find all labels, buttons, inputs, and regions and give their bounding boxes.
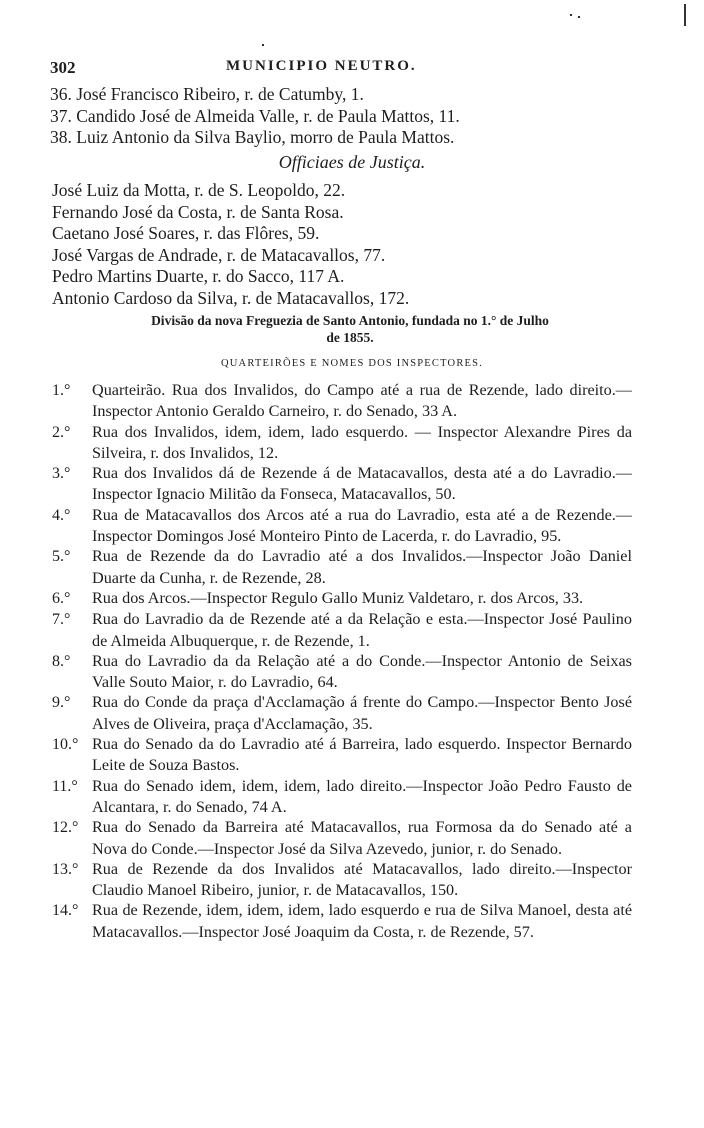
list-item (52, 776, 632, 818)
list-item (52, 817, 632, 859)
entry-text: Rua de Rezende, idem, idem, idem, lado esquerdo e rua de Silva Manoel, desta até Matacavallos.—Inspector José Joaquim da Costa, r. de Rezende, 57. (92, 901, 632, 941)
entry-number: 6.° (52, 589, 71, 607)
quarteiroes-list (52, 380, 632, 942)
entry-number: 8.° (52, 652, 71, 670)
entry-number: 10.° (52, 736, 79, 754)
list-item: 36. José Francisco Ribeiro, r. de Catumby, 1. (50, 84, 364, 104)
division-heading-line: de 1855. (326, 330, 374, 345)
entry-number: 5.° (52, 548, 71, 566)
list-item: Fernando José da Costa, r. de Santa Rosa. (52, 201, 344, 222)
list-item (52, 463, 632, 505)
list-item (52, 734, 632, 776)
entry-number: 4.° (52, 506, 71, 524)
entry-number: 3.° (52, 465, 71, 483)
entry-text: Rua do Senado da Barreira até Matacavallos, rua Formosa da do Senado até a Nova do Conde.—Inspector José da Silva Azevedo, junior, r. do Senado. (92, 818, 632, 858)
print-mark (684, 4, 686, 26)
list-item (52, 422, 632, 464)
entry-number: 9.° (52, 694, 71, 712)
division-heading (60, 312, 640, 346)
officials-list (52, 180, 409, 310)
entry-text: Rua de Rezende da do Lavradio até a dos Invalidos.—Inspector João Daniel Duarte da Cunha, r. de Rezende, 28. (92, 547, 632, 587)
page-number: 302 (50, 58, 76, 77)
print-speck (578, 16, 580, 18)
entry-number: 2.° (52, 423, 71, 441)
page-header (50, 58, 630, 82)
division-heading-line: Divisão da nova Freguezia de Santo Antonio, fundada no 1.° de Julho (151, 313, 549, 328)
list-item (52, 859, 632, 901)
list-item (52, 609, 632, 651)
entry-number: 11.° (52, 777, 78, 795)
list-item: José Luiz da Motta, r. de S. Leopoldo, 22. (52, 180, 346, 200)
entry-text: Rua dos Arcos.—Inspector Regulo Gallo Muniz Valdetaro, r. dos Arcos, 33. (92, 588, 584, 607)
entry-text: Rua do Lavradio da da Relação até a do Conde.—Inspector Antonio de Seixas Valle Souto Maior, r. do Lavradio, 64. (92, 651, 632, 692)
entry-text: Rua de Matacavallos dos Arcos até a rua do Lavradio, esta até a de Rezende.—Inspector Domingos José Monteiro Pinto de Lacerda, r. do Lavradio, 95. (92, 505, 632, 546)
entry-text: Rua do Senado da do Lavradio até á Barreira, lado esquerdo. Inspector Bernardo Leite de Souza Bastos. (92, 735, 632, 775)
entry-text: Rua dos Invalidos dá de Rezende á de Matacavallos, desta até a do Lavradio.—Inspector Ignacio Militão da Fonseca, Matacavallos, 50. (92, 464, 632, 504)
inspector-list-continuation (50, 84, 460, 149)
entry-number: 13.° (52, 860, 79, 878)
list-item: José Vargas de Andrade, r. de Matacavallos, 77. (52, 244, 386, 265)
print-speck (570, 14, 572, 16)
list-item (52, 588, 632, 609)
list-item: Antonio Cardoso da Silva, r. de Matacavallos, 172. (52, 287, 410, 308)
entry-text: Rua do Lavradio da de Rezende até a da Relação e esta.—Inspector José Paulino de Almeida Albuquerque, r. de Rezende, 1. (92, 610, 632, 650)
officials-section-title: Officiaes de Justiça. (278, 152, 426, 172)
list-item: 38. Luiz Antonio da Silva Baylio, morro de Paula Mattos. (50, 127, 455, 147)
list-item (52, 900, 632, 942)
entry-text: Quarteirão. Rua dos Invalidos, do Campo até a rua de Rezende, lado direito.—Inspector Antonio Geraldo Carneiro, r. do Senado, 33 A. (92, 381, 632, 421)
list-item (52, 692, 632, 734)
list-item: 37. Candido José de Almeida Valle, r. de Paula Mattos, 11. (50, 105, 460, 126)
entry-number: 12.° (52, 819, 79, 837)
entry-text: Rua do Senado idem, idem, idem, lado direito.—Inspector João Pedro Fausto de Alcantara, r. do Senado, 74 A. (92, 776, 632, 816)
entry-text: Rua do Conde da praça d'Acclamação á frente do Campo.—Inspector Bento José Alves de Oliveira, praça d'Acclamação, 35. (92, 693, 632, 733)
entry-number: 1.° (52, 382, 71, 399)
list-item: Caetano José Soares, r. das Flôres, 59. (52, 223, 320, 244)
list-item: Pedro Martins Duarte, r. do Sacco, 117 A. (52, 266, 345, 287)
list-item (52, 380, 632, 422)
entry-text: Rua de Rezende da dos Invalidos até Matacavallos, lado direito.—Inspector Claudio Manoel Ribeiro, junior, r. de Matacavallos, 150. (92, 859, 632, 900)
list-item (52, 651, 632, 693)
list-item (52, 546, 632, 588)
entry-number: 7.° (52, 611, 71, 629)
section-subheading: QUARTEIRÕES E NOMES DOS INSPECTORES. (220, 358, 484, 369)
list-item (52, 505, 632, 547)
entry-number: 14.° (52, 902, 79, 920)
running-title: MUNICIPIO NEUTRO. (226, 58, 417, 74)
entry-text: Rua dos Invalidos, idem, idem, lado esquerdo. — Inspector Alexandre Pires da Silveira, r. dos Invalidos, 12. (92, 422, 632, 462)
print-speck (262, 44, 264, 46)
